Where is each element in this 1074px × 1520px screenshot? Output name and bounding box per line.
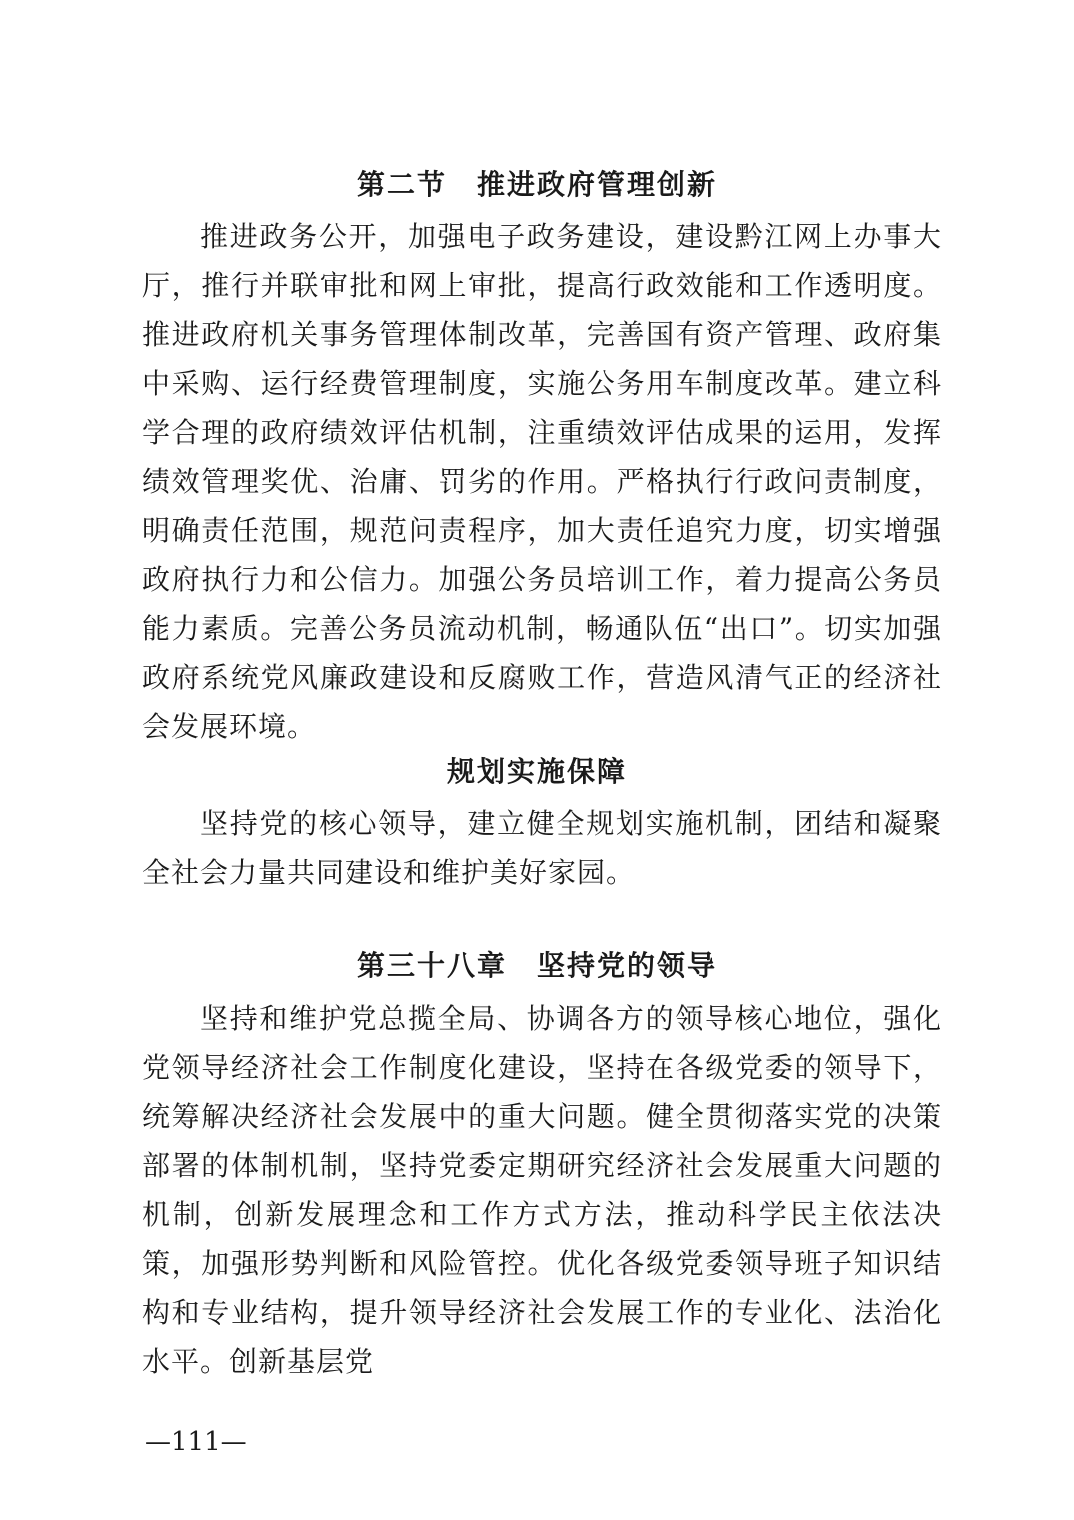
part-heading: 规划实施保障 bbox=[446, 755, 627, 788]
page-number: —111— bbox=[145, 1427, 247, 1457]
section-paragraph: 推进政务公开，加强电子政务建设，建设黔江网上办事大厅，推行并联审批和网上审批，提高行政效能和工作透明度。推进政府机关事务管理体制改革，完善国有资产管理、政府集中采购、运行经费管理制度，实施公务用车制度改革。建立科学合理的政府绩效评估机制，注重绩效评估成果的运用，发挥绩效管理奖优、治庸、罚劣的作用。严格执行行政问责制度，明确责任范围，规范问责程序，加大责任追究力度，切实增强政府执行力和公信力。加强公务员培训工作，着力提高公务员能力素质。完善公务员流动机制，畅通队伍“出口”。切实加强政府系统党风廉政建设和反腐败工作，营造风清气正的经济社会发展环境。 bbox=[142, 220, 942, 743]
section-heading: 第二节 推进政府管理创新 bbox=[356, 168, 717, 201]
chapter-heading: 第三十八章 坚持党的领导 bbox=[356, 949, 717, 982]
part-paragraph: 坚持党的核心领导，建立健全规划实施机制，团结和凝聚全社会力量共同建设和维护美好家园。 bbox=[142, 807, 942, 889]
chapter-paragraph: 坚持和维护党总揽全局、协调各方的领导核心地位，强化党领导经济社会工作制度化建设，坚持在各级党委的领导下，统筹解决经济社会发展中的重大问题。健全贯彻落实党的决策部署的体制机制，坚持党委定期研究经济社会发展重大问题的机制，创新发展理念和工作方式方法，推动科学民主依法决策，加强形势判断和风险管控。优化各级党委领导班子知识结构和专业结构，提升领导经济社会发展工作的专业化、法治化水平。创新基层党 bbox=[142, 1002, 942, 1378]
